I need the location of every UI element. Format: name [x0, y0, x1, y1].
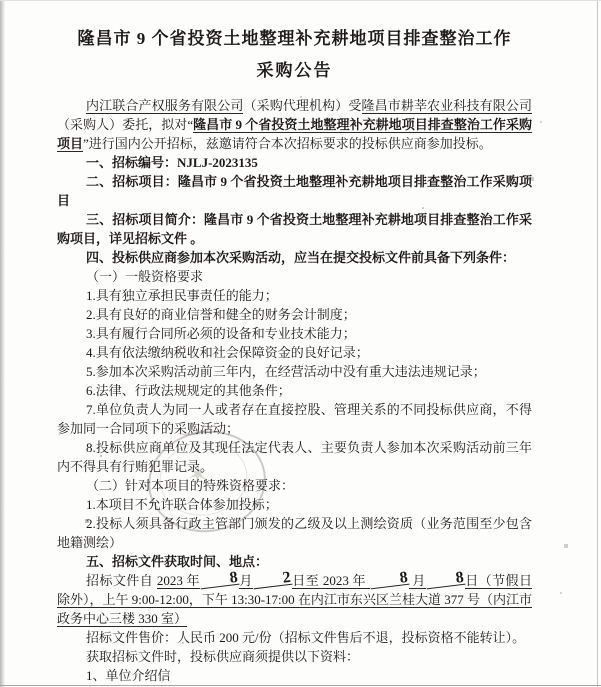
scan-left-edge — [0, 0, 5, 687]
section-supplier-conditions: 四、投标供应商参加本次采购活动，应当在提交投标文件前具备下列条件： — [86, 250, 516, 265]
intro-paragraph: 内江联合产权服务有限公司（采购代理机构）受隆昌市耕莘农业科技有限公司（采购人）委托，拟对“隆昌市 9 个省投资土地整理补充耕地项目排查整治工作采购项目”进行国内公开招标，兹邀请符合本次招标要求的投标供应商参加投标。 — [57, 98, 532, 151]
document-price: 招标文件售价：人民币 200 元/份（招标文件售后不退，投标资格不能转让）。 — [86, 630, 526, 645]
document-body — [57, 96, 532, 685]
general-item-2: 2.具有良好的商业信誉和健全的财务会计制度； — [86, 307, 356, 322]
material-item-1: 1、单位介绍信 — [86, 668, 171, 683]
special-requirements-heading: （二）针对本项目的特殊资格要求： — [86, 478, 295, 493]
general-item-4: 4.具有依法缴纳税收和社会保障资金的良好记录； — [86, 345, 369, 360]
general-item-1: 1.具有独立承担民事责任的能力； — [86, 288, 278, 303]
document-title-line2: 采购公告 — [256, 61, 333, 80]
document-time-place: 招标文件自 2023 年 8月 2日至 2023 年 8 月 8日（节假日除外），上午 9:00-12:00，下午 13:30-17:00 在内江市东兴区兰桂大道 377 号（内江市政务中心三楼 330 室） — [57, 568, 532, 626]
general-requirements-heading: （一）一般资格要求 — [86, 269, 204, 284]
special-item-1: 1.本项目不允许联合体参加投标； — [86, 497, 278, 512]
general-item-5: 5.参加本次采购活动前三年内，在经营活动中没有重大违法违规记录； — [86, 364, 486, 379]
scan-bottom-edge — [0, 685, 601, 686]
special-item-2: 2.投标人须具备行政主管部门颁发的乙级及以上测绘资质（业务范围至少包含地籍测绘） — [57, 516, 532, 550]
general-item-6: 6.法律、行政法规规定的其他条件； — [86, 383, 291, 398]
document-materials-note: 获取招标文件时，投标供应商须提供以下资料： — [86, 649, 360, 664]
document-content — [57, 26, 532, 685]
general-item-8: 8.投标供应商单位及其现任法定代表人、主要负责人参加本次采购活动前三年内不得具有行贿犯罪记录。 — [57, 440, 532, 474]
section-project-brief: 三、招标项目简介：隆昌市 9 个省投资土地整理补充耕地项目排查整治工作采购项目，详见招标文件 。 — [57, 212, 532, 246]
scan-right-edge — [597, 0, 598, 687]
section-tender-project: 二、招标项目：隆昌市 9 个省投资土地整理补充耕地项目排查整治工作采购项目 — [57, 174, 532, 208]
scan-noise-speckles — [0, 0, 2, 2]
document-title-line1: 隆昌市 9 个省投资土地整理补充耕地项目排查整治工作 — [77, 29, 512, 48]
section-document-obtain: 五、招标文件获取时间、地点： — [86, 554, 269, 569]
general-item-3: 3.具有履行合同所必须的设备和专业技术能力； — [86, 326, 356, 341]
scan-top-edge — [0, 0, 601, 1]
section-tender-number: 一、招标编号：NJLJ-2023135 — [86, 155, 258, 170]
general-item-7: 7.单位负责人为同一人或者存在直接控股、管理关系的不同投标供应商，不得参加同一合同项下的采购活动； — [57, 402, 532, 436]
